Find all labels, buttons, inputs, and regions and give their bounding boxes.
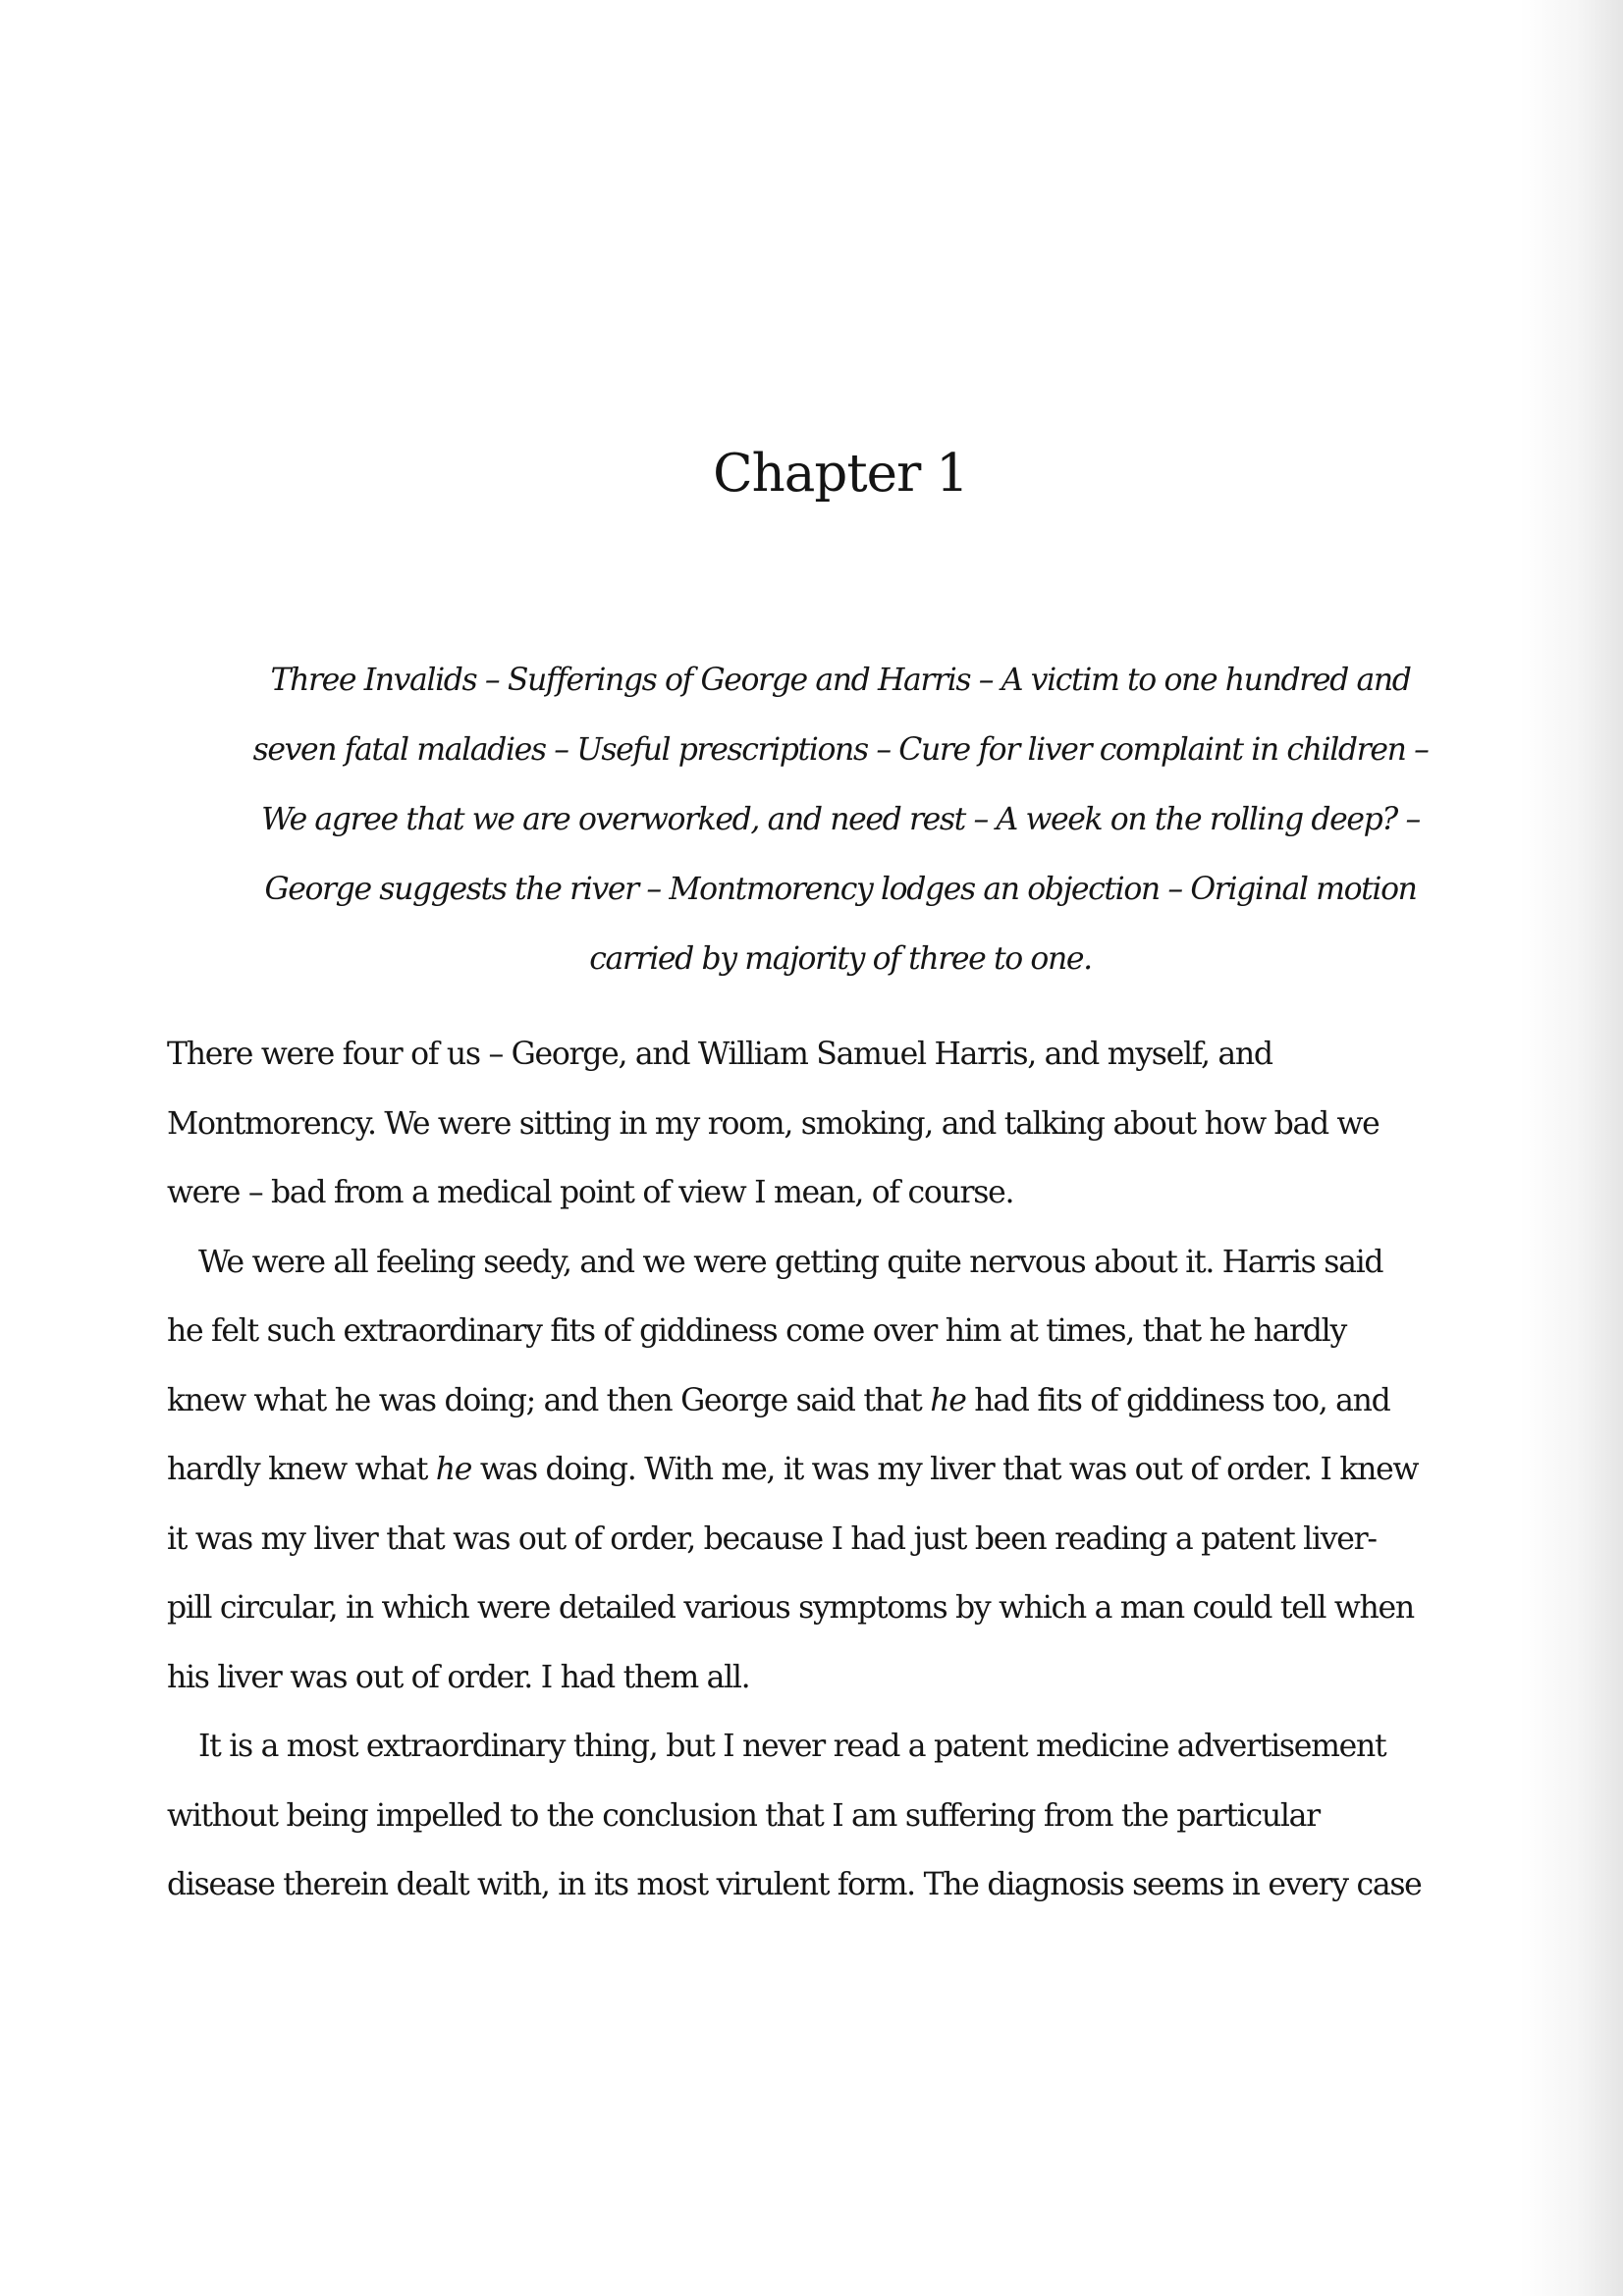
text-line: There were four of us – George, and William Samuel Harris, and myself, and [167,1037,1272,1072]
text-run: knew what he was doing; and then George said that [167,1382,931,1418]
summary-line: George suggests the river – Montmorency lodges an objection – Original motion [264,872,1417,907]
emphasis: he [930,1382,966,1418]
summary-line: carried by majority of three to one. [589,941,1092,977]
text-run: hardly knew what [167,1452,436,1487]
paragraph [167,1712,1542,1920]
text-line: pill circular, in which were detailed various symptoms by which a man could tell when [167,1590,1414,1626]
text-line: disease therein dealt with, in its most virulent form. The diagnosis seems in every case [167,1867,1422,1902]
body-text [167,1020,1542,1920]
summary-line: We agree that we are overworked, and need rest – A week on the rolling deep? – [261,802,1420,837]
text-line: We were all feeling seedy, and we were getting quite nervous about it. Harris said [198,1244,1383,1280]
chapter-title: Chapter 1 [713,444,968,504]
text-line [167,1366,1542,1436]
text-line: Montmorency. We were sitting in my room, smoking, and talking about how bad we [167,1105,1380,1142]
emphasis: he [435,1452,472,1487]
text-line: he felt such extraordinary fits of giddiness come over him at times, that he hardly [167,1313,1346,1349]
text-line: without being impelled to the conclusion that I am suffering from the particular [167,1797,1320,1834]
summary-line: seven fatal maladies – Useful prescriptions – Cure for liver complaint in children – [252,732,1429,768]
text-line: his liver was out of order. I had them all. [167,1659,750,1695]
paragraph [167,1020,1542,1228]
paragraph [167,1228,1542,1713]
text-run: had fits of giddiness too, and [965,1382,1390,1418]
chapter-summary [167,646,1514,994]
text-line [167,1435,1542,1505]
summary-line: Three Invalids – Sufferings of George and Harris – A victim to one hundred and [270,663,1411,698]
text-line: were – bad from a medical point of view I mean, of course. [167,1175,1014,1210]
text-line: It is a most extraordinary thing, but I never read a patent medicine advertisement [198,1729,1386,1764]
text-run: was doing. With me, it was my liver that was out of order. I knew [471,1452,1419,1487]
text-line: it was my liver that was out of order, because I had just been reading a patent liver- [167,1521,1377,1557]
